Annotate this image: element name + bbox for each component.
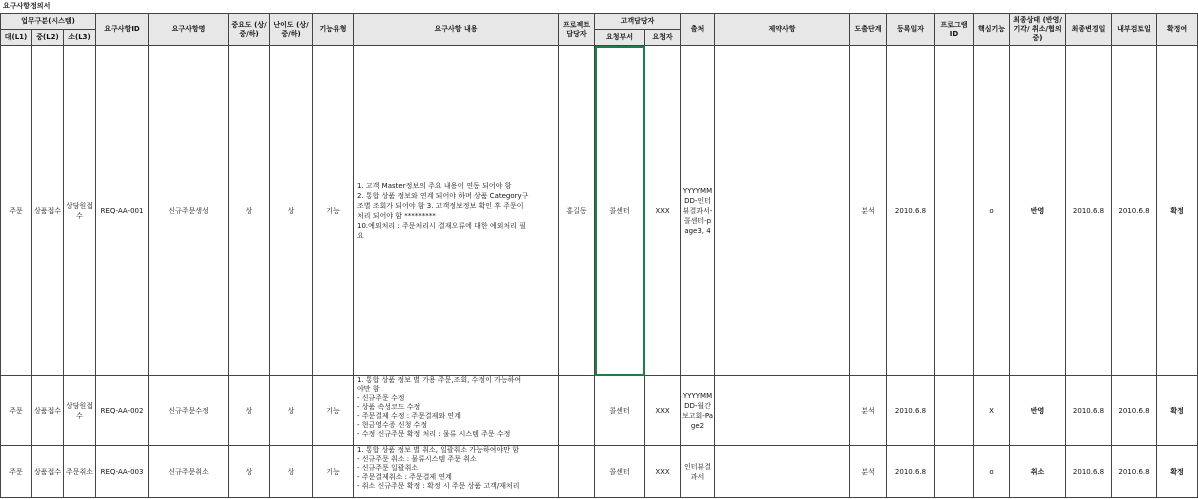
cell-l2[interactable]: 상품접수 <box>32 446 64 498</box>
cell-importance[interactable]: 상 <box>229 376 270 446</box>
cell-l3[interactable]: 상담원접수 <box>64 376 96 446</box>
cell-program-id[interactable] <box>935 46 974 376</box>
cell-request-dept[interactable]: 콜센터 <box>595 376 645 446</box>
content-line: - 취소 신규주문 확정 : 확정 시 주문 상품 고객/재처리 <box>357 482 520 490</box>
cell-internal-review[interactable]: 2010.6.8 <box>1112 446 1157 498</box>
content-line: 1. 통합 상품 정보 별 가용 주문,조회, 수정이 가능하여 <box>357 376 522 384</box>
cell-difficulty[interactable]: 상 <box>270 46 313 376</box>
cell-req-id[interactable]: REQ-AA-003 <box>96 446 149 498</box>
cell-confirm[interactable]: 확정 <box>1157 46 1198 376</box>
cell-difficulty[interactable]: 상 <box>270 446 313 498</box>
cell-constraints[interactable] <box>715 46 850 376</box>
cell-requester[interactable]: XXX <box>645 46 681 376</box>
requirements-table <box>0 13 1198 498</box>
cell-req-id[interactable]: REQ-AA-002 <box>96 376 149 446</box>
cell-l3[interactable]: 상담원접수 <box>64 46 96 376</box>
content-line: - 주문결제 수정 : 주문결제와 연계 <box>357 412 461 420</box>
cell-l1[interactable]: 주문 <box>1 46 32 376</box>
header-reg-date: 등록일자 <box>887 14 935 46</box>
cell-func-type[interactable]: 기능 <box>313 376 354 446</box>
cell-stage[interactable]: 분석 <box>850 46 887 376</box>
header-program-id: 프로그램 ID <box>935 14 974 46</box>
header-internal-review: 내부검토일 <box>1112 14 1157 46</box>
document-title: 요구사항정의서 <box>0 0 1179 13</box>
cell-stage[interactable]: 분석 <box>850 446 887 498</box>
cell-constraints[interactable] <box>715 446 850 498</box>
header-stage: 도출단계 <box>850 14 887 46</box>
header-last-changed: 최종변경일 <box>1066 14 1112 46</box>
cell-last-changed[interactable]: 2010.6.8 <box>1066 446 1112 498</box>
cell-stage[interactable]: 분석 <box>850 376 887 446</box>
cell-internal-review[interactable]: 2010.6.8 <box>1112 376 1157 446</box>
content-line: 조별 조회가 되어야 함 3. 고객정보정보 확인 후 주문이 <box>357 201 524 210</box>
cell-content[interactable] <box>354 376 559 446</box>
cell-confirm[interactable]: 확정 <box>1157 446 1198 498</box>
cell-owner[interactable] <box>559 446 595 498</box>
header-customer-group: 고객담당자 <box>595 14 681 30</box>
content-line: - 현금영수증 신청 수정 <box>357 421 428 429</box>
content-line: 2. 통합 상품 정보와 연계 되어야 하며 상품 Category구 <box>357 191 529 200</box>
cell-source[interactable]: YYYYMMDD-인터뷰결과서-콜센터-page3, 4 <box>681 46 715 376</box>
header-importance: 중요도 (상/중/하) <box>229 14 270 46</box>
table-row <box>1 376 1198 446</box>
header-constraints: 제약사항 <box>715 14 850 46</box>
content-line: - 주문결제취소 : 주문결제 연계 <box>357 473 452 481</box>
cell-func-type[interactable]: 기능 <box>313 446 354 498</box>
cell-requester[interactable]: XXX <box>645 446 681 498</box>
content-line: 1. 통합 상품 정보 별 취소, 일괄취소 가능하여야만 함 <box>357 446 519 454</box>
header-l3: 소(L3) <box>64 30 96 46</box>
cell-importance[interactable]: 상 <box>229 446 270 498</box>
cell-l3[interactable]: 주문취소 <box>64 446 96 498</box>
cell-reg-date[interactable]: 2010.6.8 <box>887 376 935 446</box>
cell-status[interactable]: 반영 <box>1010 46 1066 376</box>
header-difficulty: 난이도 (상/중/하) <box>270 14 313 46</box>
content-line: 야만 함 <box>357 385 380 393</box>
cell-constraints[interactable] <box>715 376 850 446</box>
content-line: - 신규주문 일괄취소 <box>357 464 419 472</box>
cell-request-dept-selected[interactable]: 콜센터 <box>595 46 645 376</box>
cell-source[interactable]: YYYYMMDD-월간보고회-Page2 <box>681 376 715 446</box>
header-source: 출처 <box>681 14 715 46</box>
cell-status[interactable]: 취소 <box>1010 446 1066 498</box>
cell-req-name[interactable]: 신규주문수정 <box>149 376 229 446</box>
header-content: 요구사항 내용 <box>354 14 559 46</box>
cell-core[interactable]: o <box>974 446 1010 498</box>
content-line: - 신규주문 취소 : 물류시스템 주문 취소 <box>357 455 477 463</box>
cell-req-id[interactable]: REQ-AA-001 <box>96 46 149 376</box>
cell-l2[interactable]: 상품접수 <box>32 376 64 446</box>
cell-req-name[interactable]: 신규주문생성 <box>149 46 229 376</box>
header-project-owner: 프로젝트 담당자 <box>559 14 595 46</box>
cell-status[interactable]: 반영 <box>1010 376 1066 446</box>
header-row-1 <box>1 14 1198 30</box>
cell-last-changed[interactable]: 2010.6.8 <box>1066 376 1112 446</box>
cell-owner[interactable] <box>559 376 595 446</box>
cell-l2[interactable]: 상품접수 <box>32 46 64 376</box>
content-line: - 상품 속성코드 수정 <box>357 403 421 411</box>
cell-reg-date[interactable]: 2010.6.8 <box>887 46 935 376</box>
content-line: 처리 되어야 함 ********* <box>357 211 436 220</box>
cell-program-id[interactable] <box>935 446 974 498</box>
table-row <box>1 46 1198 376</box>
cell-core[interactable]: X <box>974 376 1010 446</box>
cell-requester[interactable]: XXX <box>645 376 681 446</box>
header-core-func: 핵심기능 <box>974 14 1010 46</box>
cell-last-changed[interactable]: 2010.6.8 <box>1066 46 1112 376</box>
header-request-dept: 요청부서 <box>595 30 645 46</box>
header-req-name: 요구사항명 <box>149 14 229 46</box>
content-line: 10.예외처리 : 주문처리시 결재오류에 대한 예외처리 필 <box>357 221 526 230</box>
header-business-group: 업무구분(시스템) <box>1 14 96 30</box>
table-row <box>1 446 1198 498</box>
cell-request-dept[interactable]: 콜센터 <box>595 446 645 498</box>
header-func-type: 기능유형 <box>313 14 354 46</box>
cell-l1[interactable]: 주문 <box>1 376 32 446</box>
cell-source[interactable]: 인터뷰결과서 <box>681 446 715 498</box>
cell-importance[interactable]: 상 <box>229 46 270 376</box>
content-line: 1. 고객 Master정보의 주요 내용이 연동 되어야 함 <box>357 181 512 190</box>
cell-reg-date[interactable]: 2010.6.8 <box>887 446 935 498</box>
header-l1: 대(L1) <box>1 30 32 46</box>
cell-l1[interactable]: 주문 <box>1 446 32 498</box>
cell-program-id[interactable] <box>935 376 974 446</box>
cell-confirm[interactable]: 확정 <box>1157 376 1198 446</box>
cell-difficulty[interactable]: 상 <box>270 376 313 446</box>
cell-content[interactable] <box>354 46 559 376</box>
content-line: - 신규주문 수정 <box>357 394 405 402</box>
cell-internal-review[interactable]: 2010.6.8 <box>1112 46 1157 376</box>
header-confirm: 확정여 <box>1157 14 1198 46</box>
header-l2: 중(L2) <box>32 30 64 46</box>
content-line: 요 <box>357 231 364 240</box>
cell-owner[interactable]: 홍길동 <box>559 46 595 376</box>
cell-core[interactable]: o <box>974 46 1010 376</box>
cell-req-name[interactable]: 신규주문취소 <box>149 446 229 498</box>
cell-content[interactable] <box>354 446 559 498</box>
header-final-status: 최종상태 (반영/기각/ 취소/협의중) <box>1010 14 1066 46</box>
header-requester: 요청자 <box>645 30 681 46</box>
header-req-id: 요구사항ID <box>96 14 149 46</box>
cell-func-type[interactable]: 기능 <box>313 46 354 376</box>
content-line: - 수정 신규주문 확정 처리 : 물류 시스템 주문 수정 <box>357 430 511 438</box>
